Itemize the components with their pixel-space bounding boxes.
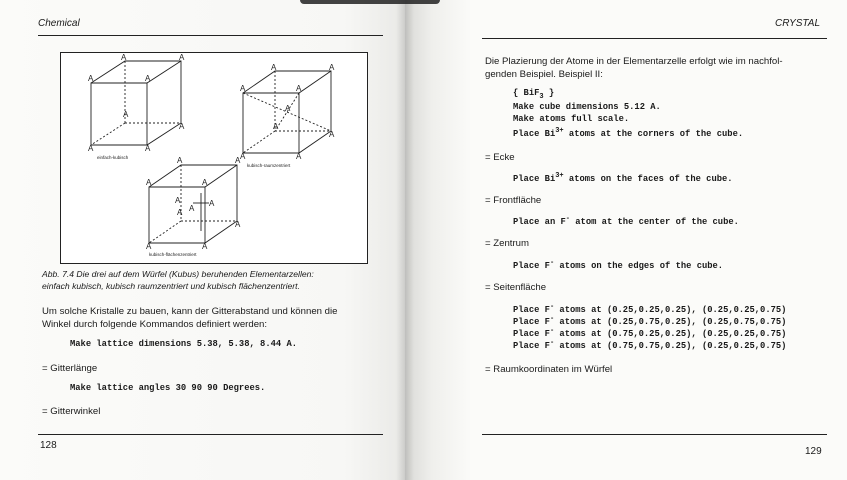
- svg-text:A: A: [271, 63, 277, 72]
- svg-text:A: A: [285, 104, 291, 113]
- code-place-faces: Place $Bi^{3+}$ atoms on the faces of the cube.: [513, 172, 733, 184]
- command-lattice-dimensions: Make lattice dimensions 5.38, 5.38, 8.44 A.: [70, 339, 297, 349]
- svg-text:A: A: [235, 220, 241, 229]
- svg-text:A: A: [121, 53, 127, 62]
- code-bif3: { BiF$_3$ }: [513, 88, 555, 101]
- bullet-frontflaeche: = Frontfläche: [485, 195, 542, 206]
- bullet-ecke: = Ecke: [485, 152, 515, 163]
- figure-frame: [60, 52, 368, 264]
- right-intro: [485, 56, 825, 81]
- command-lattice-angles: Make lattice angles 30 90 90 Degrees.: [70, 383, 266, 393]
- svg-text:A: A: [177, 208, 183, 217]
- label-fcc: kubisch-flächenzentriert: [149, 252, 197, 257]
- svg-text:A: A: [202, 242, 208, 251]
- svg-text:A: A: [240, 152, 246, 161]
- place-line: Place F- atoms at (0.25,0.25,0.25), (0.25,0.25,0.75): [513, 303, 787, 315]
- caption-line-1: Abb. 7.4 Die drei auf dem Würfel (Kubus) beruhenden Elementarzellen:: [42, 269, 314, 279]
- svg-text:A: A: [189, 204, 195, 213]
- bullet-raumkoordinaten: = Raumkoordinaten im Würfel: [485, 364, 613, 375]
- bullet-zentrum: = Zentrum: [485, 238, 529, 249]
- paragraph-line-1: Um solche Kristalle zu bauen, kann der Gitterabstand und können die: [42, 306, 338, 317]
- code-make-atoms: Make atoms full scale.: [513, 114, 630, 124]
- svg-text:A: A: [179, 53, 185, 62]
- svg-text:A: A: [146, 242, 152, 251]
- left-footer-rule: [38, 434, 383, 435]
- paragraph-line-2: Winkel durch folgende Kommandos definiert werden:: [42, 318, 268, 330]
- binding-clip: [300, 0, 440, 4]
- caption-line-2: einfach kubisch, kubisch raumzentriert und kubisch flächenzentriert.: [42, 281, 300, 291]
- svg-text:A: A: [146, 178, 152, 187]
- svg-text:A: A: [88, 74, 94, 83]
- crystal-cubes-diagram: [61, 53, 367, 263]
- svg-text:A: A: [145, 74, 151, 83]
- label-bcc: kubisch-raumzentriert: [247, 163, 291, 168]
- label-simple-cubic: einfach-kubisch: [97, 155, 129, 160]
- intro-line-2: genden Beispiel. Beispiel II:: [485, 68, 603, 80]
- svg-text:A: A: [329, 63, 335, 72]
- left-paragraph: [42, 306, 387, 331]
- left-header-rule: [38, 35, 383, 36]
- svg-text:A: A: [179, 122, 185, 131]
- svg-text:A: A: [240, 84, 246, 93]
- svg-text:A: A: [273, 122, 279, 131]
- place-line: Place F- atoms at (0.75,0.75,0.25), (0.25,0.25,0.75): [513, 339, 787, 351]
- svg-text:A: A: [202, 178, 208, 187]
- svg-text:A: A: [235, 156, 241, 165]
- simple-cubic-cube: [91, 61, 181, 145]
- right-running-header: CRYSTAL: [775, 18, 821, 29]
- code-place-edges: Place F- atoms on the edges of the cube.: [513, 259, 724, 271]
- svg-text:A: A: [88, 144, 94, 153]
- code-make-cube: Make cube dimensions 5.12 A.: [513, 102, 661, 112]
- svg-text:A: A: [145, 144, 151, 153]
- code-place-corners: Place $Bi^{3+}$ atoms at the corners of the cube.: [513, 127, 744, 139]
- svg-text:A: A: [175, 196, 181, 205]
- place-line: Place F- atoms at (0.25,0.75,0.25), (0.25,0.75,0.75): [513, 315, 787, 327]
- svg-text:A: A: [177, 156, 183, 165]
- book-spine-shadow: [396, 0, 414, 480]
- svg-text:A: A: [209, 199, 215, 208]
- svg-text:A: A: [123, 110, 129, 119]
- code-place-center: Place an F- atom at the center of the cube.: [513, 215, 739, 227]
- bullet-gitterlaenge: = Gitterlänge: [42, 363, 98, 374]
- figure-caption: [42, 268, 372, 292]
- svg-text:A: A: [329, 130, 335, 139]
- right-header-rule: [482, 38, 827, 39]
- bullet-seitenflaeche: = Seitenfläche: [485, 282, 547, 293]
- svg-text:A: A: [296, 84, 302, 93]
- left-running-header: Chemical: [38, 18, 80, 29]
- svg-text:A: A: [296, 152, 302, 161]
- place-line: Place F- atoms at (0.75,0.25,0.25), (0.25,0.25,0.75): [513, 327, 787, 339]
- right-page-number: 129: [805, 446, 822, 457]
- left-page-number: 128: [40, 440, 57, 451]
- bullet-gitterwinkel: = Gitterwinkel: [42, 406, 101, 417]
- intro-line-1: Die Plazierung der Atome in der Elementarzelle erfolgt wie im nachfol-: [485, 56, 783, 67]
- right-footer-rule: [482, 434, 827, 435]
